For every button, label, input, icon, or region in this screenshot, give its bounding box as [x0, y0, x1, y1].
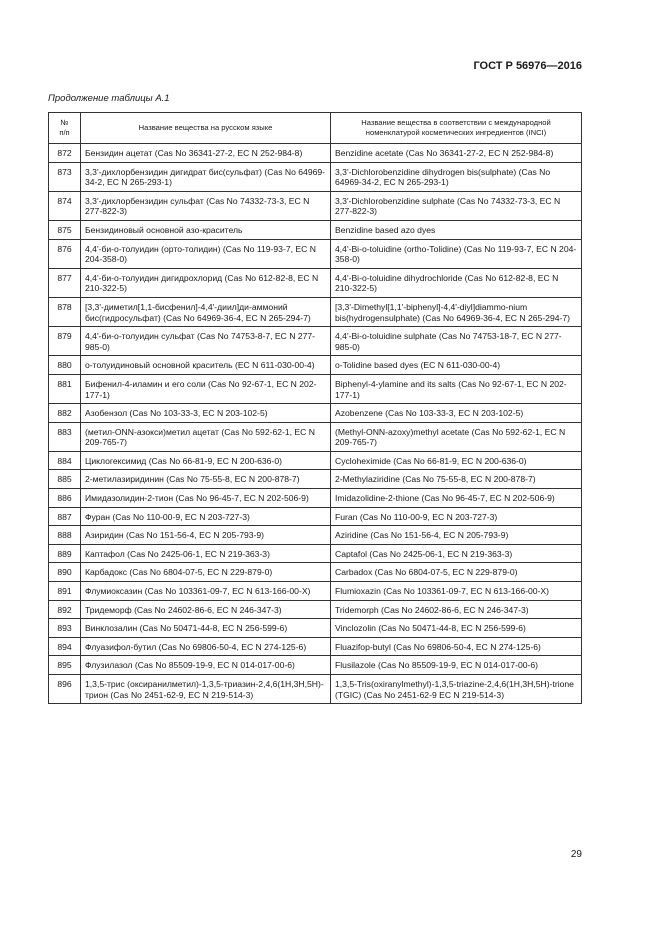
inci-name-cell: Furan (Cas No 110-00-9, EC N 203-727-3)	[331, 507, 582, 526]
russian-name-cell: 4,4'-би-о-толуидин сульфат (Cas No 74753-8-7, EC N 277-985-0)	[81, 327, 331, 356]
table-caption: Продолжение таблицы А.1	[48, 93, 170, 104]
russian-name-cell: Азиридин (Cas No 151-56-4, EC N 205-793-9)	[81, 526, 331, 545]
table-row	[49, 489, 582, 508]
inci-name-cell: Cycloheximide (Cas No 66-81-9, EC N 200-636-0)	[331, 451, 582, 470]
inci-name-cell: Benzidine acetate (Cas No 36341-27-2, EC N 252-984-8)	[331, 144, 582, 163]
russian-name-cell: о-толуидиновый основной краситель (EC N 611-030-00-4)	[81, 356, 331, 375]
table-row	[49, 544, 582, 563]
russian-name-cell: Циклогексимид (Cas No 66-81-9, EC N 200-636-0)	[81, 451, 331, 470]
row-number: 892	[49, 600, 81, 619]
russian-name-cell: Бензидин ацетат (Cas No 36341-27-2, EC N 252-984-8)	[81, 144, 331, 163]
inci-name-cell: Imidazolidine-2-thione (Cas No 96-45-7, EC N 202-506-9)	[331, 489, 582, 508]
inci-name-cell: Vinclozolin (Cas No 50471-44-8, EC N 256-599-6)	[331, 619, 582, 638]
table-row	[49, 600, 582, 619]
row-number: 873	[49, 162, 81, 191]
inci-name-cell: 3,3'-Dichlorobenzidine dihydrogen bis(sulphate) (Cas No 64969-34-2, EC N 265-293-1)	[331, 162, 582, 191]
table-row	[49, 619, 582, 638]
table-row	[49, 327, 582, 356]
russian-name-cell: 3,3'-дихлорбензидин сульфат (Cas No 74332-73-3, EC N 277-822-3)	[81, 191, 331, 220]
russian-name-cell: Каптафол (Cas No 2425-06-1, EC N 219-363-3)	[81, 544, 331, 563]
inci-name-cell: Biphenyl-4-ylamine and its salts (Cas No 92-67-1, EC N 202-177-1)	[331, 374, 582, 403]
russian-name-cell: 3,3'-дихлорбензидин дигидрат бис(сульфат) (Cas No 64969-34-2, EC N 265-293-1)	[81, 162, 331, 191]
russian-name-cell: Флузилазол (Cas No 85509-19-9, EC N 014-017-00-6)	[81, 656, 331, 675]
table-body	[49, 144, 582, 704]
inci-name-cell: 2-Methylaziridine (Cas No 75-55-8, EC N 200-878-7)	[331, 470, 582, 489]
russian-name-cell: 4,4'-би-о-толуидин дигидрохлорид (Cas No 612-82-8, EC N 210-322-5)	[81, 268, 331, 297]
row-number: 874	[49, 191, 81, 220]
inci-name-cell: [3,3'-Dimethyl[1,1'-biphenyl]-4,4'-diyl]diammo-nium bis(hydrogensulphate) (Cas No 64969-36-4, EC N 265-294-7)	[331, 297, 582, 326]
inci-name-cell: Fluazifop-butyl (Cas No 69806-50-4, EC N 274-125-6)	[331, 637, 582, 656]
table-row	[49, 144, 582, 163]
row-number: 872	[49, 144, 81, 163]
table-row	[49, 356, 582, 375]
inci-name-cell: Captafol (Cas No 2425-06-1, EC N 219-363-3)	[331, 544, 582, 563]
table-row	[49, 239, 582, 268]
russian-name-cell: Флумиоксазин (Cas No 103361-09-7, EC N 613-166-00-X)	[81, 582, 331, 601]
row-number: 890	[49, 563, 81, 582]
row-number: 878	[49, 297, 81, 326]
row-number: 882	[49, 404, 81, 423]
inci-name-cell: Benzidine based azo dyes	[331, 220, 582, 239]
table-row	[49, 656, 582, 675]
row-number: 894	[49, 637, 81, 656]
row-number: 896	[49, 675, 81, 704]
table-row	[49, 507, 582, 526]
row-number: 887	[49, 507, 81, 526]
russian-name-cell: Бензидиновый основной азо-краситель	[81, 220, 331, 239]
russian-name-cell: Бифенил-4-иламин и его соли (Cas No 92-67-1, EC N 202-177-1)	[81, 374, 331, 403]
table-row	[49, 191, 582, 220]
substances-table	[48, 112, 582, 704]
row-number: 883	[49, 422, 81, 451]
russian-name-cell: Имидазолидин-2-тион (Cas No 96-45-7, EC N 202-506-9)	[81, 489, 331, 508]
inci-name-cell: 4,4'-Bi-o-toluidine (ortho-Tolidine) (Cas No 119-93-7, EC N 204-358-0)	[331, 239, 582, 268]
table-row	[49, 162, 582, 191]
russian-name-cell: Карбадокс (Cas No 6804-07-5, EC N 229-879-0)	[81, 563, 331, 582]
table-row	[49, 675, 582, 704]
russian-name-cell: 1,3,5-трис (оксиранилметил)-1,3,5-триазин-2,4,6(1H,3H,5H)-трион (Cas No 2451-62-9, EC N 219-514-3)	[81, 675, 331, 704]
inci-name-cell: Tridemorph (Cas No 24602-86-6, EC N 246-347-3)	[331, 600, 582, 619]
row-number: 891	[49, 582, 81, 601]
page-number: 29	[570, 849, 582, 860]
russian-name-cell: Азобензол (Cas No 103-33-3, EC N 203-102-5)	[81, 404, 331, 423]
table-row	[49, 470, 582, 489]
row-number: 880	[49, 356, 81, 375]
russian-name-cell: Флуазифол-бутил (Cas No 69806-50-4, EC N 274-125-6)	[81, 637, 331, 656]
inci-name-cell: (Methyl-ONN-azoxy)methyl acetate (Cas No 592-62-1, EC N 209-765-7)	[331, 422, 582, 451]
inci-name-cell: Flusilazole (Cas No 85509-19-9, EC N 014-017-00-6)	[331, 656, 582, 675]
table-row	[49, 268, 582, 297]
row-number: 888	[49, 526, 81, 545]
table-row	[49, 637, 582, 656]
row-number: 885	[49, 470, 81, 489]
inci-name-cell: Carbadox (Cas No 6804-07-5, EC N 229-879-0)	[331, 563, 582, 582]
table-row	[49, 297, 582, 326]
row-number: 886	[49, 489, 81, 508]
row-number: 895	[49, 656, 81, 675]
inci-name-cell: 1,3,5-Tris(oxiranylmethyl)-1,3,5-triazine-2,4,6(1H,3H,5H)-trione (TGIC) (Cas No 2451-62-9 EC N 219-514-3)	[331, 675, 582, 704]
row-number: 875	[49, 220, 81, 239]
inci-name-cell: 4,4'-Bi-o-toluidine dihydrochloride (Cas No 612-82-8, EC N 210-322-5)	[331, 268, 582, 297]
russian-name-cell: (метил-ONN-азокси)метил ацетат (Cas No 592-62-1, EC N 209-765-7)	[81, 422, 331, 451]
russian-name-cell: [3,3'-диметил[1,1-бисфенил]-4,4'-диил]ди-аммоний бис(гидросульфат) (Cas No 64969-36-4, EC N 265-294-7)	[81, 297, 331, 326]
russian-name-cell: 2-метилазиридинин (Cas No 75-55-8, EC N 200-878-7)	[81, 470, 331, 489]
russian-name-cell: Винклозалин (Cas No 50471-44-8, EC N 256-599-6)	[81, 619, 331, 638]
table-row	[49, 404, 582, 423]
table-row	[49, 526, 582, 545]
table-row	[49, 451, 582, 470]
row-number: 877	[49, 268, 81, 297]
inci-name-cell: Aziridine (Cas No 151-56-4, EC N 205-793-9)	[331, 526, 582, 545]
column-header-russian-name: Название вещества на русском языке	[81, 113, 331, 144]
russian-name-cell: Фуран (Cas No 110-00-9, EC N 203-727-3)	[81, 507, 331, 526]
column-header-number: № п/п	[49, 113, 81, 144]
table-row	[49, 563, 582, 582]
inci-name-cell: 4,4'-Bi-o-toluidine sulphate (Cas No 74753-18-7, EC N 277-985-0)	[331, 327, 582, 356]
document-code-header: ГОСТ Р 56976—2016	[473, 60, 582, 72]
row-number: 884	[49, 451, 81, 470]
inci-name-cell: Flumioxazin (Cas No 103361-09-7, EC N 613-166-00-X)	[331, 582, 582, 601]
russian-name-cell: 4,4'-би-о-толуидин (орто-толидин) (Cas No 119-93-7, EC N 204-358-0)	[81, 239, 331, 268]
inci-name-cell: 3,3'-Dichlorobenzidine sulphate (Cas No 74332-73-3, EC N 277-822-3)	[331, 191, 582, 220]
table-row	[49, 220, 582, 239]
row-number: 876	[49, 239, 81, 268]
row-number: 879	[49, 327, 81, 356]
row-number: 893	[49, 619, 81, 638]
table-row	[49, 582, 582, 601]
row-number: 889	[49, 544, 81, 563]
table-row	[49, 422, 582, 451]
table-row	[49, 374, 582, 403]
table-header-row	[49, 113, 582, 144]
russian-name-cell: Тридеморф (Cas No 24602-86-6, EC N 246-347-3)	[81, 600, 331, 619]
column-header-inci-name: Название вещества в соответствии с международной номенклатурой косметических ингредиентов (INCI)	[331, 113, 582, 144]
row-number: 881	[49, 374, 81, 403]
inci-name-cell: Azobenzene (Cas No 103-33-3, EC N 203-102-5)	[331, 404, 582, 423]
inci-name-cell: o-Tolidine based dyes (EC N 611-030-00-4)	[331, 356, 582, 375]
